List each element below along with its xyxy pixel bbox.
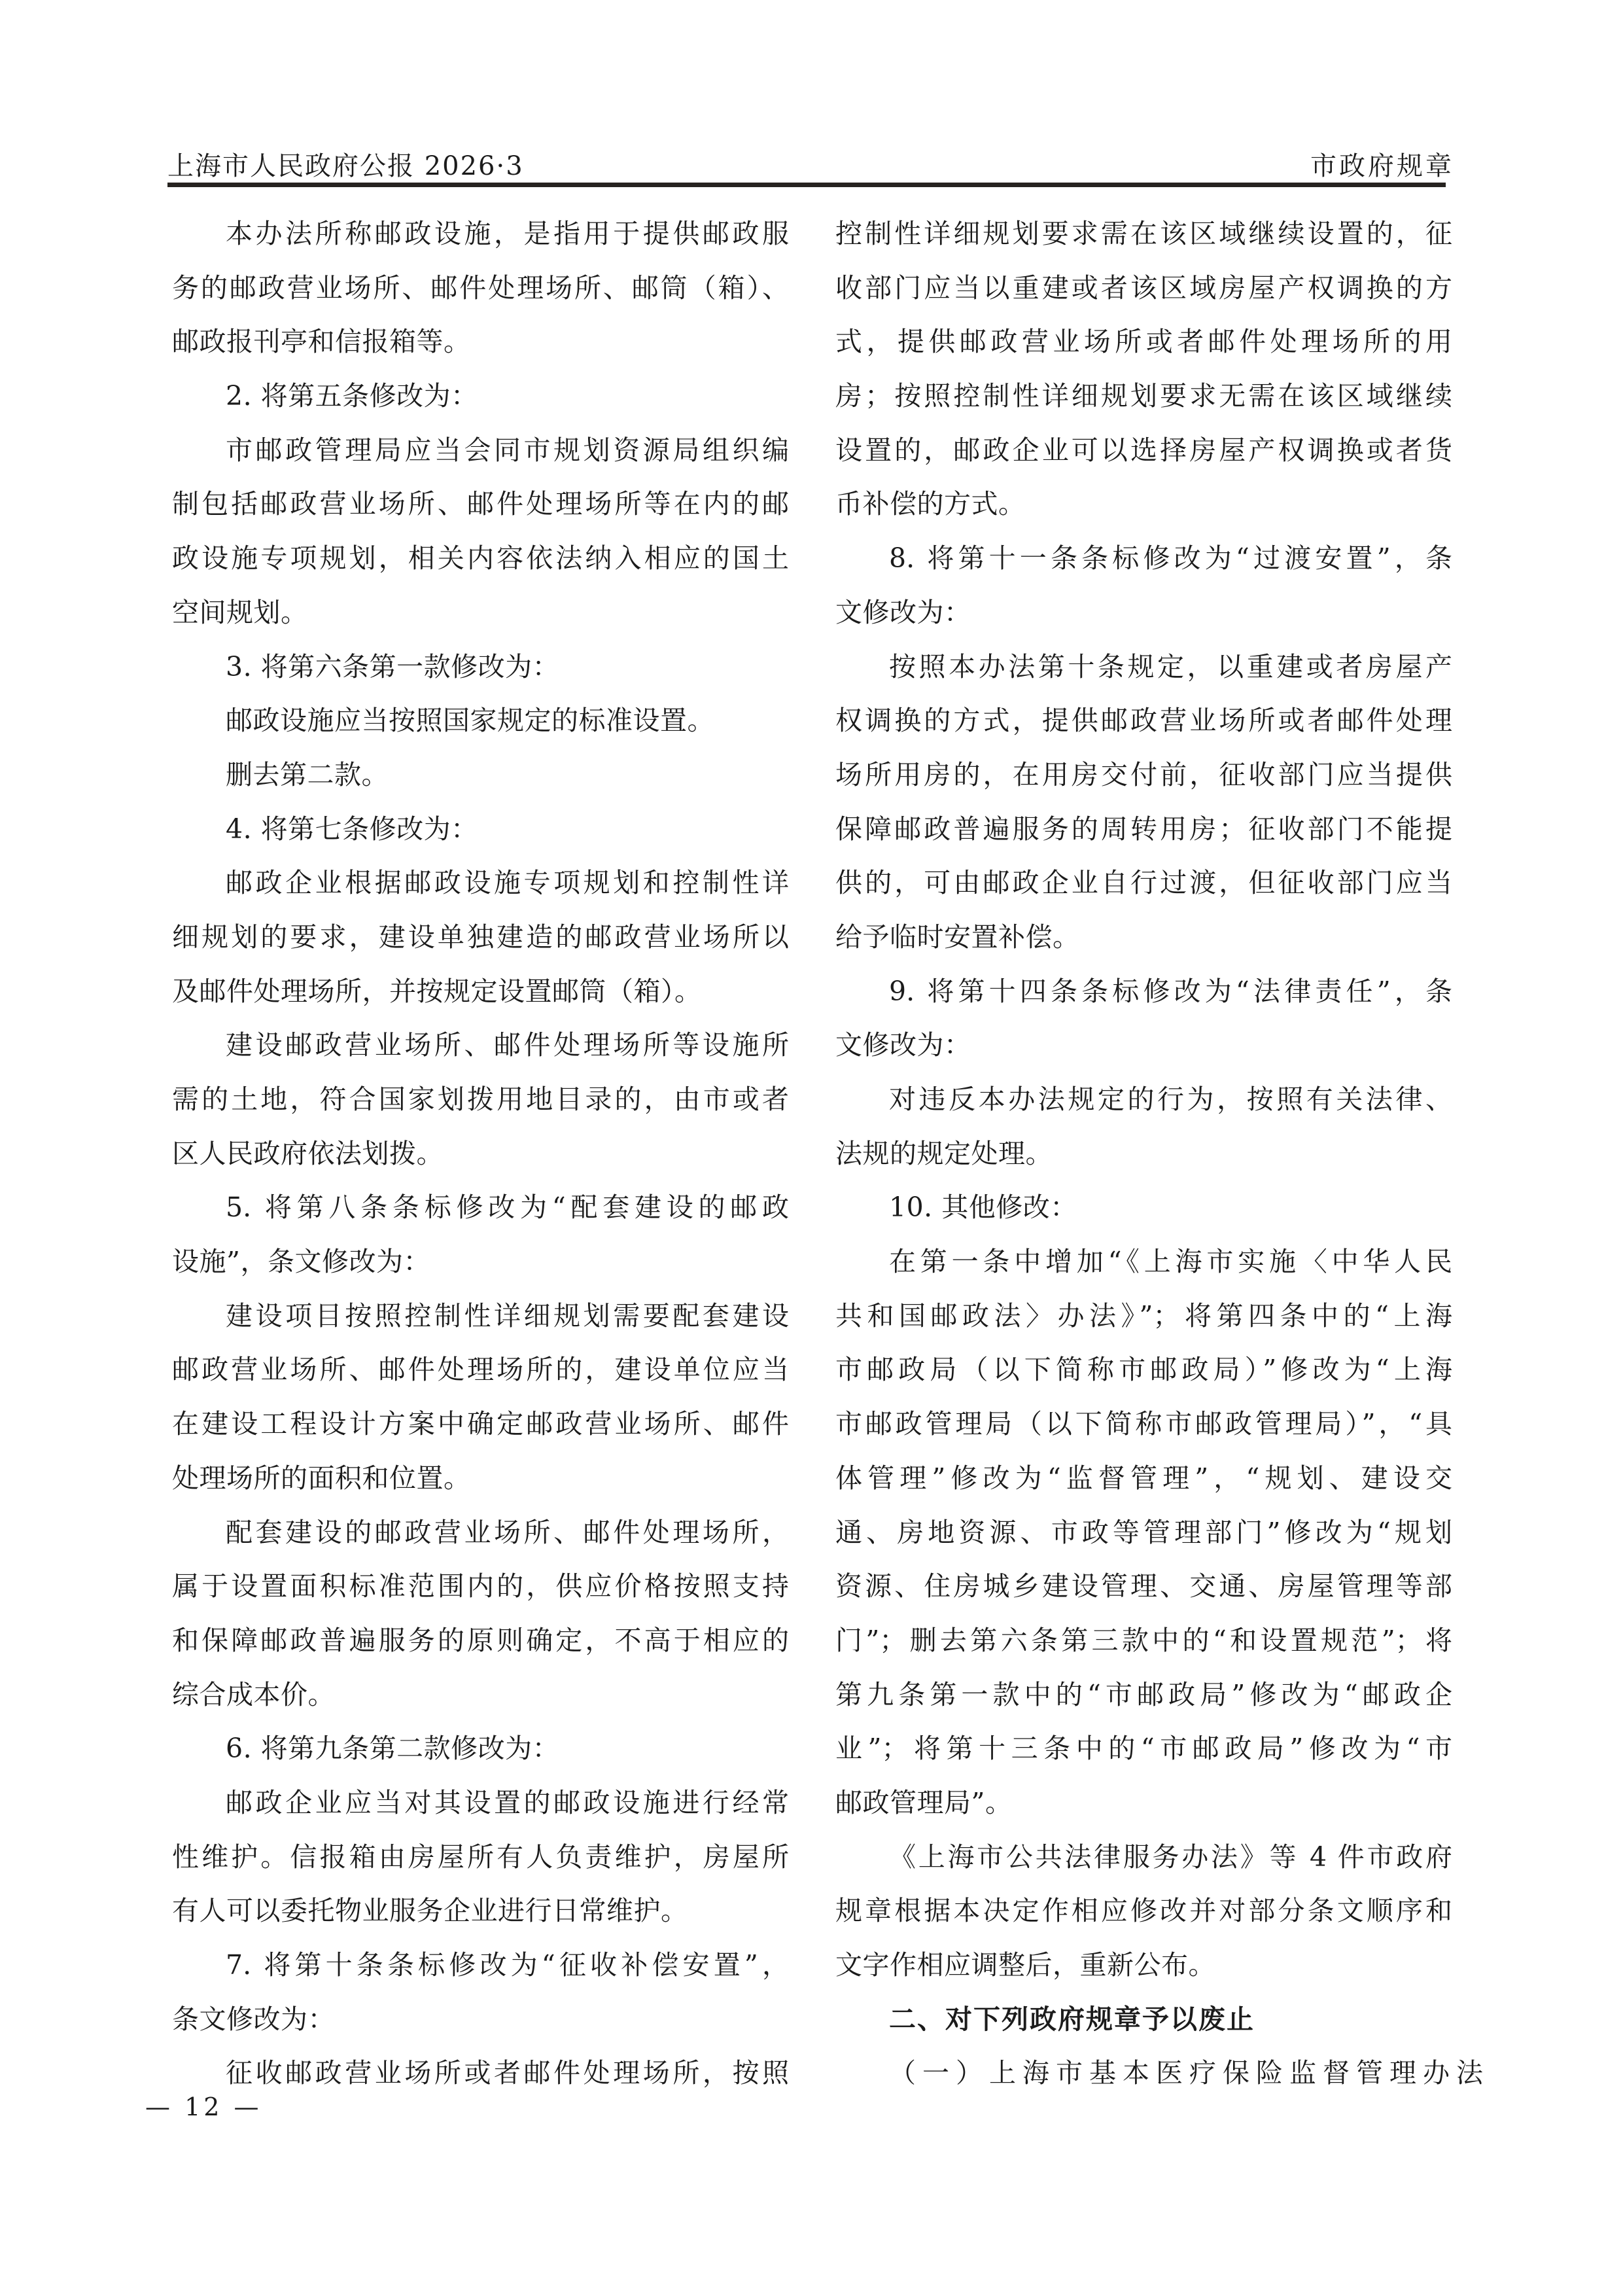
text-line: 空间规划。 xyxy=(172,596,308,628)
header-publication-title: 上海市人民政府公报 2026·3 xyxy=(167,151,524,181)
text-line: 供的，可由邮政企业自行过渡，但征收部门应当 xyxy=(835,867,1452,899)
text-line: 邮政报刊亭和信报箱等。 xyxy=(172,326,471,358)
right-column xyxy=(835,207,1490,2100)
text-line: 有人可以委托物业服务企业进行日常维护。 xyxy=(172,1895,688,1927)
text-line: 细规划的要求，建设单独建造的邮政营业场所以 xyxy=(172,921,789,953)
text-line: 体管理”修改为“监督管理”，“规划、建设交 xyxy=(835,1462,1452,1494)
text-line: 属于设置面积标准范围内的，供应价格按照支持 xyxy=(172,1570,789,1602)
text-line: 门”；删去第六条第三款中的“和设置规范”；将 xyxy=(835,1624,1452,1656)
text-line: 对违反本办法规定的行为，按照有关法律、 xyxy=(889,1084,1452,1115)
text-line: 规章根据本决定作相应修改并对部分条文顺序和 xyxy=(835,1895,1452,1927)
text-line: 币补偿的方式。 xyxy=(835,488,1026,520)
text-line: （一）上海市基本医疗保险监督管理办法 xyxy=(889,2057,1490,2089)
text-line: 2. 将第五条修改为： xyxy=(226,380,478,412)
text-line: 4. 将第七条修改为： xyxy=(226,813,478,845)
text-line: 市邮政管理局（以下简称市邮政管理局）”，“具 xyxy=(835,1408,1452,1440)
text-line: 市邮政管理局应当会同市规划资源局组织编 xyxy=(226,434,789,466)
text-line: 征收邮政营业场所或者邮件处理场所，按照 xyxy=(226,2057,789,2089)
text-line: 3. 将第六条第一款修改为： xyxy=(226,650,560,682)
text-columns xyxy=(172,207,1490,2100)
text-line: 《上海市公共法律服务办法》等 4 件市政府 xyxy=(889,1841,1452,1873)
text-line: 综合成本价。 xyxy=(172,1678,335,1710)
text-line: 需的土地，符合国家划拨用地目录的，由市或者 xyxy=(172,1084,789,1115)
text-line: 资源、住房城乡建设管理、交通、房屋管理等部 xyxy=(835,1570,1452,1602)
text-line: 给予临时安置补偿。 xyxy=(835,921,1080,953)
text-line: 区人民政府依法划拨。 xyxy=(172,1137,444,1169)
text-line: 场所用房的，在用房交付前，征收部门应当提供 xyxy=(835,758,1452,790)
text-line: 房；按照控制性详细规划要求无需在该区域继续 xyxy=(835,380,1452,412)
text-line: 文修改为： xyxy=(835,596,971,628)
text-line: 10. 其他修改： xyxy=(889,1192,1077,1224)
text-line: 6. 将第九条第二款修改为： xyxy=(226,1733,560,1765)
text-line: 控制性详细规划要求需在该区域继续设置的，征 xyxy=(835,218,1452,249)
text-line: 邮政企业根据邮政设施专项规划和控制性详 xyxy=(226,867,789,899)
text-line: 业”；将第十三条中的“市邮政局”修改为“市 xyxy=(835,1733,1452,1765)
text-line: 条文修改为： xyxy=(172,2003,335,2035)
text-line: 邮政企业应当对其设置的邮政设施进行经常 xyxy=(226,1786,789,1818)
text-line: 式，提供邮政营业场所或者邮件处理场所的用 xyxy=(835,326,1452,358)
text-line: 务的邮政营业场所、邮件处理场所、邮筒（箱）、 xyxy=(172,272,789,304)
text-line: 处理场所的面积和位置。 xyxy=(172,1462,471,1494)
left-column xyxy=(172,207,789,2100)
text-line: 本办法所称邮政设施，是指用于提供邮政服 xyxy=(226,218,789,249)
text-line: 邮政营业场所、邮件处理场所的，建设单位应当 xyxy=(172,1354,789,1386)
text-line: 文字作相应调整后，重新公布。 xyxy=(835,1949,1215,1981)
header-section-title: 市政府规章 xyxy=(1310,151,1454,181)
text-line: 5. 将第八条条标修改为“配套建设的邮政 xyxy=(226,1192,789,1224)
text-line: 删去第二款。 xyxy=(226,758,389,790)
text-line: 政设施专项规划，相关内容依法纳入相应的国土 xyxy=(172,542,789,574)
text-line: 保障邮政普遍服务的周转用房；征收部门不能提 xyxy=(835,813,1452,845)
text-line: 在第一条中增加“《上海市实施〈中华人民 xyxy=(889,1246,1452,1278)
text-line: 共和国邮政法〉办法》”；将第四条中的“上海 xyxy=(835,1299,1452,1332)
text-line: 性维护。信报箱由房屋所有人负责维护，房屋所 xyxy=(172,1841,789,1873)
text-line: 按照本办法第十条规定，以重建或者房屋产 xyxy=(889,650,1452,682)
text-line: 二、对下列政府规章予以废止 xyxy=(889,2003,1255,2035)
text-line: 设施”，条文修改为： xyxy=(172,1246,430,1278)
text-line: 在建设工程设计方案中确定邮政营业场所、邮件 xyxy=(172,1408,789,1440)
page-number: — 12 — xyxy=(145,2093,262,2121)
text-line: 权调换的方式，提供邮政营业场所或者邮件处理 xyxy=(835,705,1452,737)
text-line: 第九条第一款中的“市邮政局”修改为“邮政企 xyxy=(835,1678,1452,1710)
text-line: 及邮件处理场所，并按规定设置邮筒（箱）。 xyxy=(172,975,702,1007)
text-line: 建设项目按照控制性详细规划需要配套建设 xyxy=(226,1299,789,1332)
header-rule xyxy=(167,183,1446,187)
text-line: 邮政设施应当按照国家规定的标准设置。 xyxy=(226,705,714,737)
text-line: 法规的规定处理。 xyxy=(835,1137,1053,1169)
text-line: 制包括邮政营业场所、邮件处理场所等在内的邮 xyxy=(172,488,789,520)
text-line: 8. 将第十一条条标修改为“过渡安置”，条 xyxy=(889,542,1452,574)
text-line: 收部门应当以重建或者该区域房屋产权调换的方 xyxy=(835,272,1452,304)
text-line: 9. 将第十四条条标修改为“法律责任”，条 xyxy=(889,975,1452,1007)
text-line: 建设邮政营业场所、邮件处理场所等设施所 xyxy=(226,1029,789,1061)
text-line: 配套建设的邮政营业场所、邮件处理场所， xyxy=(226,1516,789,1548)
text-line: 通、房地资源、市政等管理部门”修改为“规划 xyxy=(835,1516,1452,1548)
text-line: 市邮政局（以下简称市邮政局）”修改为“上海 xyxy=(835,1354,1452,1386)
text-line: 文修改为： xyxy=(835,1029,971,1061)
text-line: 7. 将第十条条标修改为“征收补偿安置”， xyxy=(226,1949,789,1981)
text-line: 和保障邮政普遍服务的原则确定，不高于相应的 xyxy=(172,1624,789,1656)
text-line: 邮政管理局”。 xyxy=(835,1786,1013,1818)
text-line: 设置的，邮政企业可以选择房屋产权调换或者货 xyxy=(835,434,1452,466)
